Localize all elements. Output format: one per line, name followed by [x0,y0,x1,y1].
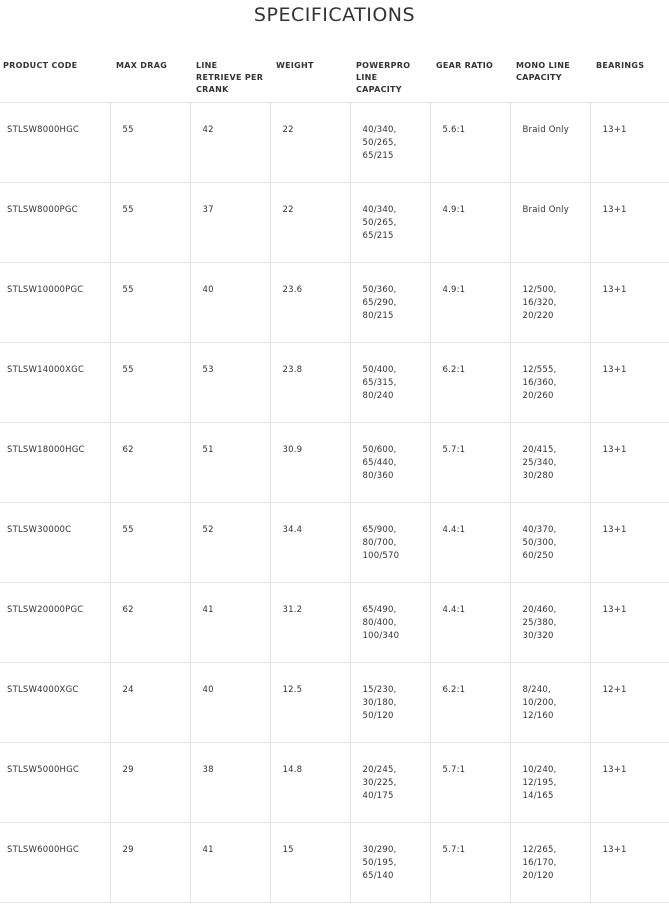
cell-max-drag: 55 [110,182,190,262]
cell-weight: 30.9 [270,422,350,502]
cell-powerpro-capacity [350,742,430,822]
table-row [0,422,669,502]
cell-line-retrieve: 51 [190,422,270,502]
cell-weight: 12.5 [270,662,350,742]
cell-mono-capacity-line: 20/260 [522,390,554,401]
cell-mono-capacity [510,262,590,342]
cell-mono-capacity [510,822,590,902]
cell-mono-capacity-line: 12/500, [522,284,557,295]
table-row [0,102,669,182]
cell-mono-capacity-line: 20/415, [522,444,557,455]
cell-mono-capacity-line: 16/170, [522,857,557,868]
cell-powerpro-capacity-line: 65/215 [362,230,394,241]
cell-bearings: 13+1 [590,422,669,502]
cell-weight: 22 [270,182,350,262]
cell-line-retrieve: 41 [190,822,270,902]
cell-mono-capacity-line: 12/195, [522,777,557,788]
cell-bearings: 13+1 [590,262,669,342]
cell-powerpro-capacity [350,822,430,902]
cell-mono-capacity-line: 40/370, [522,524,557,535]
cell-max-drag: 29 [110,742,190,822]
header-gear-ratio: GEAR RATIO [430,45,510,102]
table-row [0,662,669,742]
cell-mono-capacity [510,582,590,662]
cell-powerpro-capacity [350,342,430,422]
cell-product-code: STLSW30000C [0,502,110,582]
cell-gear-ratio: 5.7:1 [430,422,510,502]
cell-powerpro-capacity-line: 65/490, [362,604,397,615]
cell-bearings: 13+1 [590,502,669,582]
table-row [0,182,669,262]
cell-powerpro-capacity-line: 65/900, [362,524,397,535]
cell-powerpro-capacity-line: 20/245, [362,764,397,775]
cell-mono-capacity-line: 8/240, [522,684,551,695]
cell-line-retrieve: 38 [190,742,270,822]
cell-powerpro-capacity-line: 100/570 [362,550,400,561]
cell-mono-capacity-line: 12/555, [522,364,557,375]
cell-gear-ratio: 4.4:1 [430,502,510,582]
cell-powerpro-capacity-line: 50/400, [362,364,397,375]
cell-powerpro-capacity-line: 80/700, [362,537,397,548]
cell-powerpro-capacity-line: 65/440, [362,457,397,468]
cell-weight: 15 [270,822,350,902]
cell-weight: 22 [270,102,350,182]
cell-mono-capacity [510,742,590,822]
cell-powerpro-capacity [350,422,430,502]
cell-max-drag: 55 [110,502,190,582]
table-row [0,742,669,822]
cell-powerpro-capacity-line: 65/140 [362,870,394,881]
cell-max-drag: 62 [110,582,190,662]
cell-weight: 14.8 [270,742,350,822]
cell-powerpro-capacity [350,582,430,662]
cell-powerpro-capacity [350,262,430,342]
page-title: SPECIFICATIONS [253,4,416,26]
cell-powerpro-capacity-line: 65/290, [362,297,397,308]
cell-mono-capacity-line: 20/120 [522,870,554,881]
cell-powerpro-capacity-line: 50/195, [362,857,397,868]
header-line-retrieve: LINE RETRIEVE PER CRANK [190,45,270,102]
cell-powerpro-capacity-line: 40/340, [362,204,397,215]
table-row [0,342,669,422]
cell-mono-capacity-line: 12/265, [522,844,557,855]
cell-mono-capacity-line: 20/460, [522,604,557,615]
cell-mono-capacity [510,342,590,422]
cell-gear-ratio: 5.6:1 [430,102,510,182]
cell-powerpro-capacity-line: 80/360 [362,470,394,481]
cell-product-code: STLSW10000PGC [0,262,110,342]
header-product-code: PRODUCT CODE [0,45,110,102]
cell-mono-capacity [510,102,590,182]
cell-powerpro-capacity [350,502,430,582]
cell-powerpro-capacity-line: 80/215 [362,310,394,321]
cell-max-drag: 62 [110,422,190,502]
cell-powerpro-capacity-line: 65/315, [362,377,397,388]
cell-line-retrieve: 40 [190,662,270,742]
cell-gear-ratio: 4.4:1 [430,582,510,662]
cell-product-code: STLSW20000PGC [0,582,110,662]
cell-mono-capacity-line: 30/320 [522,630,554,641]
cell-product-code: STLSW18000HGC [0,422,110,502]
table-row [0,822,669,902]
cell-mono-capacity-line: 14/165 [522,790,554,801]
cell-product-code: STLSW4000XGC [0,662,110,742]
cell-mono-capacity-line: 20/220 [522,310,554,321]
cell-product-code: STLSW5000HGC [0,742,110,822]
cell-mono-capacity-line: 25/340, [522,457,557,468]
cell-powerpro-capacity-line: 30/225, [362,777,397,788]
cell-powerpro-capacity-line: 30/290, [362,844,397,855]
cell-line-retrieve: 52 [190,502,270,582]
cell-mono-capacity [510,662,590,742]
cell-powerpro-capacity-line: 15/230, [362,684,397,695]
cell-line-retrieve: 42 [190,102,270,182]
cell-powerpro-capacity-line: 50/265, [362,217,397,228]
cell-bearings: 13+1 [590,822,669,902]
cell-gear-ratio: 4.9:1 [430,182,510,262]
cell-powerpro-capacity-line: 50/265, [362,137,397,148]
cell-line-retrieve: 40 [190,262,270,342]
cell-product-code: STLSW6000HGC [0,822,110,902]
table-row [0,582,669,662]
cell-weight: 23.6 [270,262,350,342]
cell-line-retrieve: 53 [190,342,270,422]
cell-weight: 31.2 [270,582,350,662]
cell-bearings: 13+1 [590,102,669,182]
cell-max-drag: 55 [110,262,190,342]
cell-mono-capacity-line: 16/360, [522,377,557,388]
cell-gear-ratio: 6.2:1 [430,342,510,422]
header-weight: WEIGHT [270,45,350,102]
cell-mono-capacity-line: 50/300, [522,537,557,548]
cell-powerpro-capacity [350,662,430,742]
cell-powerpro-capacity-line: 50/120 [362,710,394,721]
cell-weight: 23.8 [270,342,350,422]
cell-powerpro-capacity-line: 30/180, [362,697,397,708]
cell-mono-capacity-line: 16/320, [522,297,557,308]
cell-bearings: 13+1 [590,182,669,262]
cell-mono-capacity [510,182,590,262]
cell-mono-capacity-line: 10/240, [522,764,557,775]
cell-powerpro-capacity [350,102,430,182]
table-row [0,262,669,342]
cell-product-code: STLSW8000PGC [0,182,110,262]
cell-product-code: STLSW8000HGC [0,102,110,182]
specifications-table [0,45,669,903]
cell-powerpro-capacity-line: 100/340 [362,630,400,641]
cell-powerpro-capacity-line: 80/400, [362,617,397,628]
cell-bearings: 13+1 [590,342,669,422]
table-header-row [0,45,669,102]
header-powerpro-capacity: POWERPRO LINE CAPACITY [350,45,430,102]
cell-max-drag: 55 [110,102,190,182]
cell-gear-ratio: 5.7:1 [430,742,510,822]
cell-mono-capacity-line: Braid Only [522,124,569,135]
cell-powerpro-capacity-line: 40/340, [362,124,397,135]
cell-max-drag: 55 [110,342,190,422]
cell-mono-capacity-line: 12/160 [522,710,554,721]
cell-mono-capacity-line: 10/200, [522,697,557,708]
cell-bearings: 12+1 [590,662,669,742]
cell-gear-ratio: 4.9:1 [430,262,510,342]
cell-powerpro-capacity-line: 65/215 [362,150,394,161]
cell-bearings: 13+1 [590,742,669,822]
cell-max-drag: 29 [110,822,190,902]
cell-weight: 34.4 [270,502,350,582]
cell-mono-capacity-line: 25/380, [522,617,557,628]
cell-line-retrieve: 41 [190,582,270,662]
cell-mono-capacity-line: 60/250 [522,550,554,561]
table-row [0,502,669,582]
cell-max-drag: 24 [110,662,190,742]
cell-powerpro-capacity-line: 40/175 [362,790,394,801]
cell-gear-ratio: 5.7:1 [430,822,510,902]
cell-line-retrieve: 37 [190,182,270,262]
header-bearings: BEARINGS [590,45,669,102]
cell-powerpro-capacity-line: 80/240 [362,390,394,401]
cell-product-code: STLSW14000XGC [0,342,110,422]
cell-mono-capacity [510,502,590,582]
cell-mono-capacity [510,422,590,502]
cell-powerpro-capacity-line: 50/600, [362,444,397,455]
header-mono-capacity: MONO LINE CAPACITY [510,45,590,102]
cell-bearings: 13+1 [590,582,669,662]
cell-gear-ratio: 6.2:1 [430,662,510,742]
cell-mono-capacity-line: Braid Only [522,204,569,215]
cell-powerpro-capacity-line: 50/360, [362,284,397,295]
cell-mono-capacity-line: 30/280 [522,470,554,481]
cell-powerpro-capacity [350,182,430,262]
header-max-drag: MAX DRAG [110,45,190,102]
